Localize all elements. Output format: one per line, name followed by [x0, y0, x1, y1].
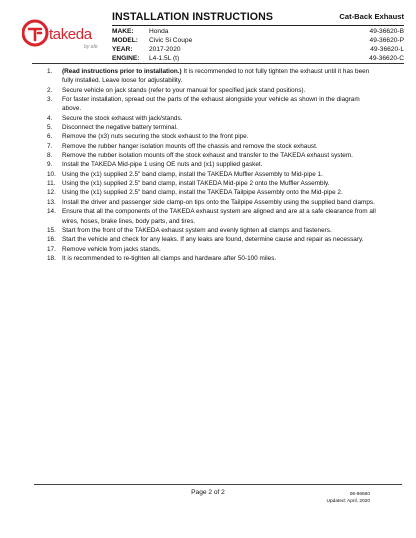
step-number: 11.: [47, 180, 56, 188]
step-text: Secure vehicle on jack stands (refer to your manual for specified jack stand positions).: [62, 86, 306, 94]
step-number: 13.: [47, 198, 56, 206]
step-text: Remove the rubber isolation mounts off the stock exhaust and transfer to the TAKEDA exhaust system.: [62, 152, 353, 160]
step-number: 8.: [47, 152, 53, 160]
step-number: 9.: [47, 161, 53, 169]
step-text: Install the driver and passenger side clamp-on tips onto the Tailpipe Assembly using the supplied band clamps.: [62, 198, 375, 206]
step-number: 7.: [47, 142, 53, 150]
step-number: 1.: [47, 68, 53, 75]
step-number: 17.: [47, 245, 56, 253]
step-text: Disconnect the negative battery terminal.: [62, 124, 178, 132]
spec-value: 2017-2020: [149, 46, 181, 53]
header-divider: [112, 25, 404, 26]
part-number: 49-36620-C: [369, 55, 404, 62]
logo-monogram: [29, 29, 41, 40]
step-item: [28, 132, 376, 141]
step-number: 14.: [47, 208, 56, 216]
takeda-logo: [22, 18, 108, 54]
step-text: Remove vehicle from jacks stands.: [62, 245, 161, 253]
step-number: 18.: [47, 254, 56, 262]
logo-tagline: by afe: [84, 44, 98, 50]
step-item: [28, 198, 376, 207]
updated-date: Updated: April, 2020: [326, 499, 370, 504]
step-item: [28, 254, 376, 263]
step-text: Start the vehicle and check for any leaks. If any leaks are found, determine cause and repair as necessary.: [62, 236, 364, 244]
step-emphasis: (Read instructions prior to installation.): [62, 68, 182, 75]
step-item: [28, 151, 376, 160]
spec-value: Honda: [149, 28, 169, 35]
footer-divider: [34, 484, 402, 485]
step-item: [28, 86, 376, 95]
step-text: Using the (x1) supplied 2.5" band clamp, install the TAKEDA Muffler Assembly to Mid-pipe 1.: [62, 170, 323, 178]
step-text: Using the (x1) supplied 2.5" band clamp, install TAKEDA Mid-pipe 2 onto the Muffler Assembly.: [62, 180, 330, 188]
step-item: [28, 123, 376, 132]
step-number: 12.: [47, 189, 56, 197]
step-number: 16.: [47, 236, 56, 244]
instruction-steps: [28, 67, 376, 263]
step-text: Install the TAKEDA Mid-pipe 1 using OE nuts and (x1) supplied gasket.: [62, 161, 263, 169]
step-number: 6.: [47, 133, 53, 141]
step-item: [28, 67, 376, 86]
spec-label: MODEL:: [112, 37, 139, 44]
step-item: [28, 188, 376, 197]
step-text: Remove the (x3) nuts securing the stock exhaust to the front pipe.: [62, 133, 249, 141]
step-item: [28, 207, 376, 226]
step-item: [28, 142, 376, 151]
step-text: Secure the stock exhaust with jack/stands.: [62, 114, 183, 122]
logo-wordmark: takeda: [49, 26, 92, 43]
step-item: [28, 245, 376, 254]
step-text: Ensure that all the components of the TAKEDA exhaust system are aligned and are at a safe clearance from all wires, hoses, brake lines, body parts, and tires.: [62, 208, 376, 225]
step-text: Remove the rubber hanger isolation mounts off the chassis and remove the stock exhaust.: [62, 142, 318, 150]
step-text: For faster installation, spread out the parts of the exhaust alongside your vehicle as shown in the diagram above.: [62, 96, 360, 113]
step-text: It is recommended to not fully tighten the exhaust until it has been fully installed. Leave loose for adjustability.: [62, 68, 370, 85]
step-item: [28, 114, 376, 123]
part-number: 49-36620-P: [369, 37, 404, 44]
spec-label: ENGINE:: [112, 55, 140, 62]
spec-value: Civic Si Coupe: [149, 37, 193, 44]
step-number: 5.: [47, 124, 53, 132]
step-number: 3.: [47, 96, 53, 104]
step-item: [28, 179, 376, 188]
step-item: [28, 160, 376, 169]
step-number: 15.: [47, 226, 56, 234]
step-number: 10.: [47, 170, 56, 178]
step-item: [28, 226, 376, 235]
spec-label: YEAR:: [112, 46, 133, 53]
step-text: Start from the front of the TAKEDA exhaust system and evenly tighten all clamps and fasteners.: [62, 226, 332, 234]
step-text: It is recommended to re-tighten all clamps and hardware after 50-100 miles.: [62, 254, 277, 262]
part-number: 49-36620-L: [370, 46, 404, 53]
document-title: INSTALLATION INSTRUCTIONS: [112, 11, 274, 23]
part-number: 49-36620-B: [369, 28, 404, 35]
step-text: Using the (x1) supplied 2.5" band clamp, install the TAKEDA Tailpipe Assembly onto the Mid-pipe 2.: [62, 189, 343, 197]
body-divider: [32, 63, 404, 64]
step-item: [28, 170, 376, 179]
page-number: Page 2 of 2: [191, 489, 225, 496]
product-type: Cat-Back Exhaust: [339, 12, 404, 21]
document-number: 06-86660: [349, 492, 370, 497]
spec-label: MAKE:: [112, 28, 134, 35]
step-item: [28, 95, 376, 114]
step-number: 4.: [47, 114, 53, 122]
step-item: [28, 235, 376, 244]
step-number: 2.: [47, 86, 53, 94]
spec-value: L4-1.5L (t): [149, 55, 180, 62]
